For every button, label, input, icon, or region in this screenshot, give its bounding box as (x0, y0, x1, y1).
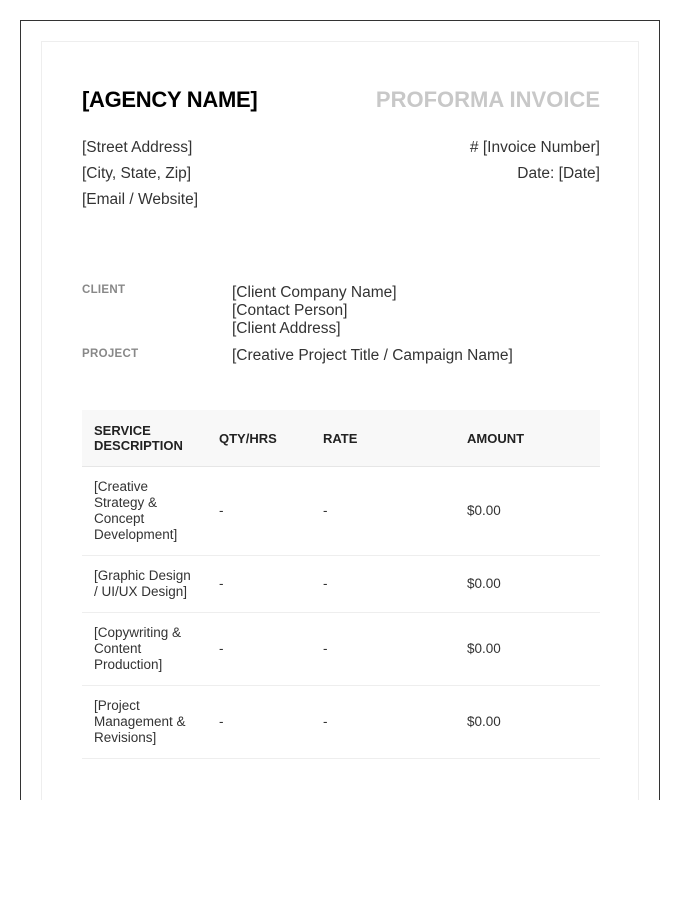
row-description: [Project Management & Revisions] (82, 686, 207, 759)
row-qty: - (207, 556, 311, 613)
row-qty: - (207, 686, 311, 759)
header-amount: AMOUNT (455, 410, 600, 467)
header-service-description: SERVICE DESCRIPTION (82, 410, 207, 467)
row-rate: - (311, 613, 455, 686)
row-rate: - (311, 556, 455, 613)
client-address: [Client Address] (232, 320, 341, 337)
table-row (82, 467, 600, 556)
invoice-number: # [Invoice Number] (469, 139, 600, 156)
table-row (82, 556, 600, 613)
project-label: PROJECT (82, 348, 139, 360)
client-details (232, 284, 397, 338)
row-description: [Copywriting & Content Production] (82, 613, 207, 686)
client-label: CLIENT (82, 284, 126, 296)
row-description: [Graphic Design / UI/UX Design] (82, 556, 207, 613)
table-row (82, 686, 600, 759)
row-rate: - (311, 686, 455, 759)
agency-city: [City, State, Zip] (82, 165, 192, 182)
table-row (82, 613, 600, 686)
row-rate: - (311, 467, 455, 556)
header-qty-hrs: QTY/HRS (207, 410, 311, 467)
row-amount: $0.00 (455, 467, 600, 556)
project-title: [Creative Project Title / Campaign Name] (232, 347, 513, 364)
row-qty: - (207, 613, 311, 686)
agency-contact: [Email / Website] (82, 191, 199, 208)
agency-street: [Street Address] (82, 139, 193, 156)
agency-name: [AGENCY NAME] (82, 87, 258, 112)
table-header-row (82, 410, 600, 467)
row-amount: $0.00 (455, 556, 600, 613)
document-title: PROFORMA INVOICE (375, 87, 600, 112)
row-amount: $0.00 (455, 613, 600, 686)
invoice-date: Date: [Date] (517, 165, 600, 182)
row-qty: - (207, 467, 311, 556)
services-table (82, 410, 600, 759)
row-amount: $0.00 (455, 686, 600, 759)
row-description: [Creative Strategy & Concept Development] (82, 467, 207, 556)
client-contact-person: [Contact Person] (232, 302, 348, 319)
header-rate: RATE (311, 410, 455, 467)
client-company: [Client Company Name] (232, 284, 397, 301)
